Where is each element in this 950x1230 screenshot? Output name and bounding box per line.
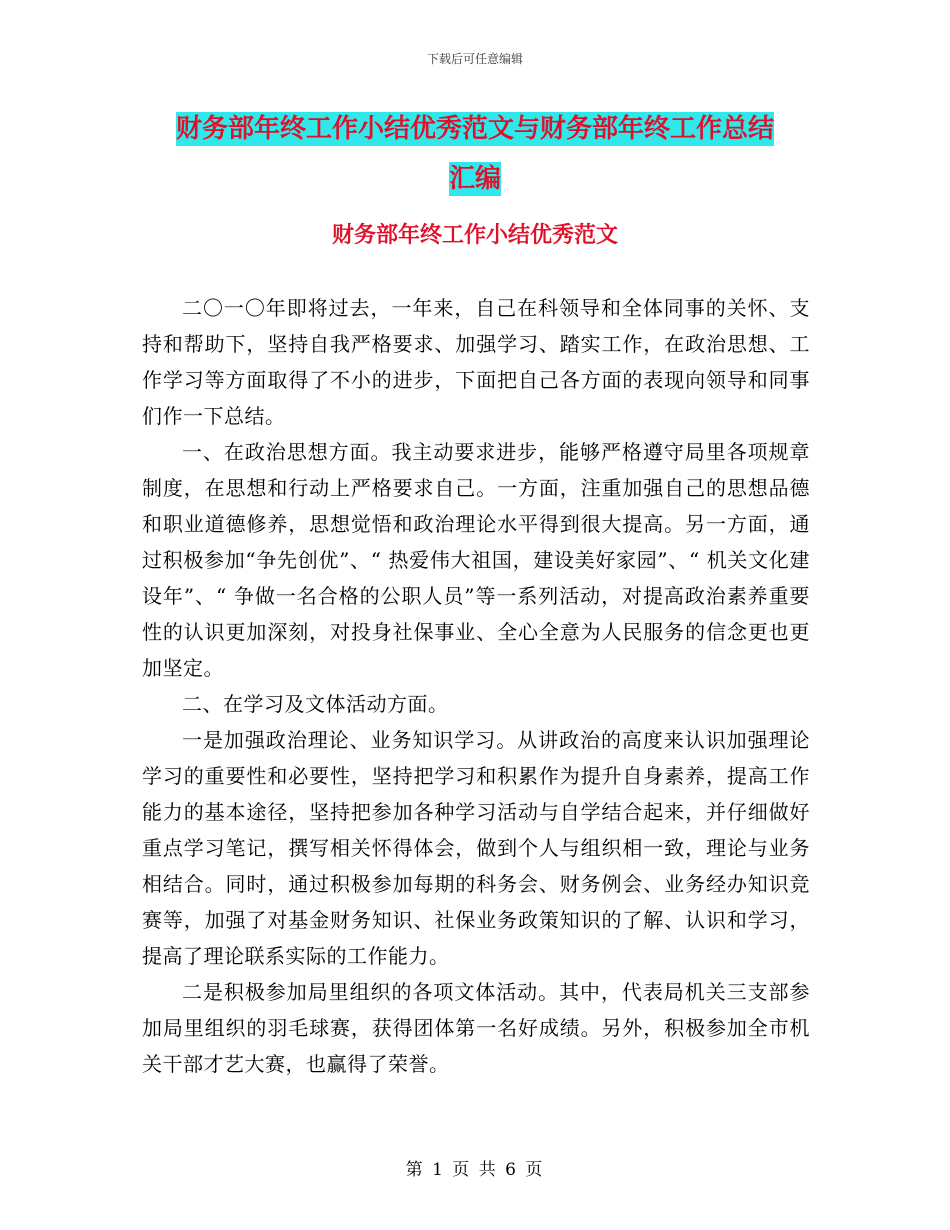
paragraph-activities: 二是积极参加局里组织的各项文体活动。其中，代表局机关三支部参加局里组织的羽毛球赛，获得团体第一名好成绩。另外，积极参加全市机关干部才艺大赛，也赢得了荣誉。 (142, 980, 810, 1076)
header-note: 下载后可任意编辑 (426, 52, 523, 66)
paragraph-study-theory: 一是加强政治理论、业务知识学习。从讲政治的高度来认识加强理论学习的重要性和必要性，坚持把学习和积累作为提升自身素养，提高工作能力的基本途径，坚持把参加各种学习活动与自学结合起来，并仔细做好重点学习笔记，撰写相关怀得体会，做到个人与组织相一致，理论与业务相结合。同时，通过积极参加每期的科务会、财务例会、业务经办知识竞赛等，加强了对基金财务知识、社保业务政策知识的了解、认识和学习，提高了理论联系实际的工作能力。 (142, 728, 810, 968)
paragraph-political: 一、在政治思想方面。我主动要求进步，能够严格遵守局里各项规章制度，在思想和行动上严格要求自己。一方面，注重加强自己的思想品德和职业道德修养，思想觉悟和政治理论水平得到很大提高。另一方面，通过积极参加“争先创优”、“ 热爱伟大祖国，建设美好家园”、“ 机关文化建设年”、“ 争做一名合格的公职人员”等一系列活动，对提高政治素养重要性的认识更加深刻，对投身社保事业、全心全意为人民服务的信念更也更加坚定。 (142, 440, 810, 680)
page-footer: 第 1 页 共 6 页 (405, 1160, 545, 1180)
document-title (130, 104, 820, 204)
document-title-line-1: 财务部年终工作小结优秀范文与财务部年终工作总结 (175, 114, 774, 144)
document-title-line-2: 汇编 (448, 164, 501, 194)
paragraph-intro: 二〇一〇年即将过去，一年来，自己在科领导和全体同事的关怀、支持和帮助下，坚持自我严格要求、加强学习、踏实工作，在政治思想、工作学习等方面取得了不小的进步，下面把自己各方面的表现向领导和同事们作一下总结。 (142, 296, 810, 428)
paragraph-study-heading: 二、在学习及文体活动方面。 (182, 692, 449, 716)
document-body (142, 290, 810, 1082)
section-title: 财务部年终工作小结优秀范文 (331, 223, 618, 248)
